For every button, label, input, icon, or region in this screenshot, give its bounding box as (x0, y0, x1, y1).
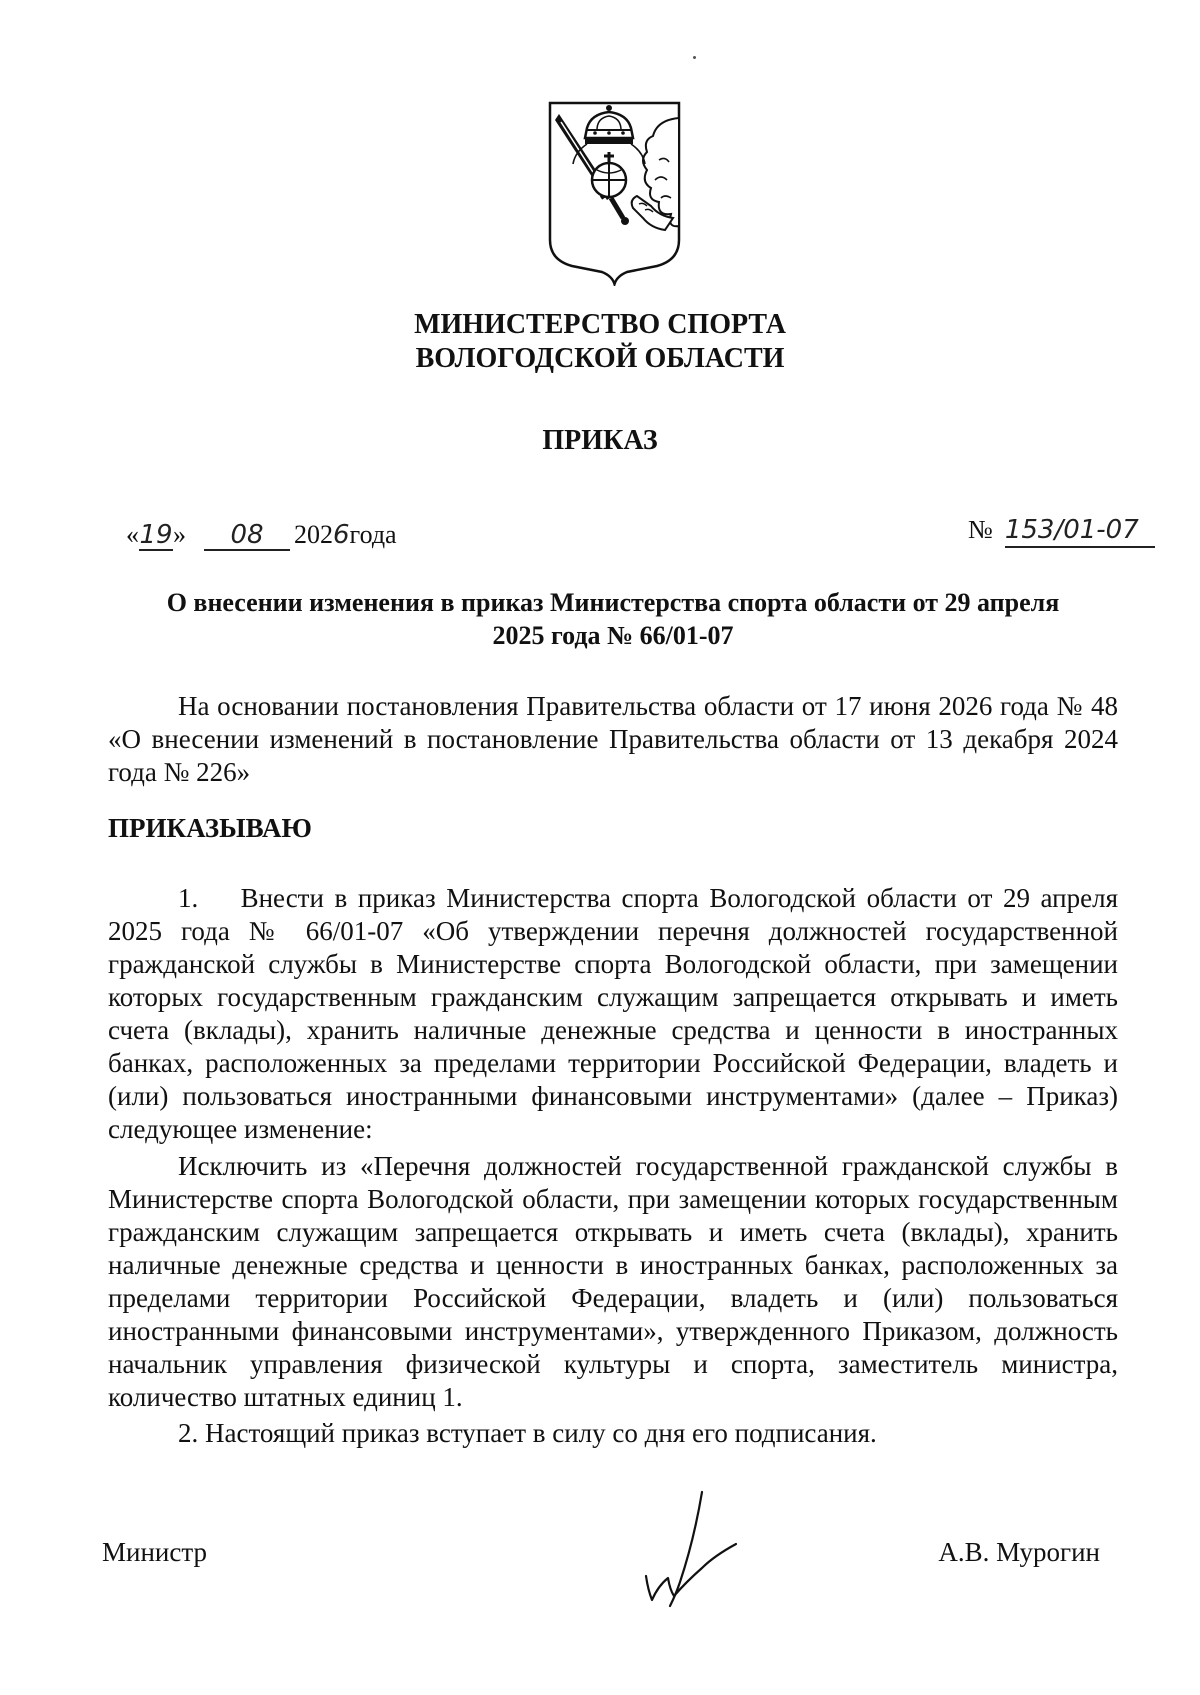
document-type: ПРИКАЗ (542, 425, 658, 456)
order-subject (108, 586, 1118, 652)
subject-line1: О внесении изменения в приказ Министерства спорта области от 29 апреля (166, 588, 1060, 617)
signatory-name: А.В. Мурогин (938, 1537, 1100, 1567)
ministry-name-line2: ВОЛОГОДСКОЙ ОБЛАСТИ (415, 343, 785, 374)
item-1-paragraph: 1. Внести в приказ Министерства спорта Вологодской области от 29 апреля 2025 года № 66/01-07 «Об утверждении перечня должностей государственной гражданской службы в Министерстве спорта Вологодской области, при замещении которых государственным гражданским служащим запрещается открывать и иметь счета (вклады), хранить наличные денежные средства и ценности в иностранных банках, расположенных за пределами территории Российской Федерации, владеть и (или) пользоваться иностранными финансовыми инструментами» (далее – Приказ) следующее изменение: (108, 883, 1118, 1144)
basis-paragraph: На основании постановления Правительства области от 17 июня 2026 года № 48 «О внесении изменений в постановление Правительства области от 13 декабря 2024 года № 226» (108, 691, 1118, 787)
date-open-quote: « (126, 520, 139, 549)
order-word: ПРИКАЗЫВАЮ (108, 813, 312, 843)
signatory-title: Министр (102, 1537, 207, 1567)
order-date (126, 519, 397, 551)
ministry-name-line1: МИНИСТЕРСТВО СПОРТА (414, 309, 786, 340)
ministry-name (0, 308, 1200, 376)
number-value: 153/01-07 (1005, 514, 1155, 548)
coat-of-arms-icon (547, 100, 682, 286)
order-number (968, 514, 1155, 548)
date-day: 19 (139, 520, 173, 550)
subject-line2: 2025 года № 66/01-07 (492, 621, 734, 650)
date-close-quote: » (173, 520, 186, 549)
date-year-word: года (349, 520, 397, 549)
number-label: № (968, 515, 993, 544)
scan-speck (693, 56, 696, 59)
date-year-prefix: 202 (294, 520, 333, 549)
item-2-paragraph: 2. Настоящий приказ вступает в силу со дня его подписания. (178, 1418, 877, 1448)
date-year-suffix: 6 (333, 520, 350, 550)
signature-icon (640, 1490, 740, 1610)
exclude-paragraph: Исключить из «Перечня должностей государственной гражданской службы в Министерстве спорта Вологодской области, при замещении которых государственным гражданским служащим запрещается открывать и иметь счета (вклады), хранить наличные денежные средства и ценности в иностранных банках, расположенных за пределами территории Российской Федерации, владеть и (или) пользоваться иностранными финансовыми инструментами», утвержденного Приказом, должность начальник управления физической культуры и спорта, заместитель министра, количество штатных единиц 1. (108, 1151, 1118, 1412)
date-month: 08 (204, 521, 290, 551)
